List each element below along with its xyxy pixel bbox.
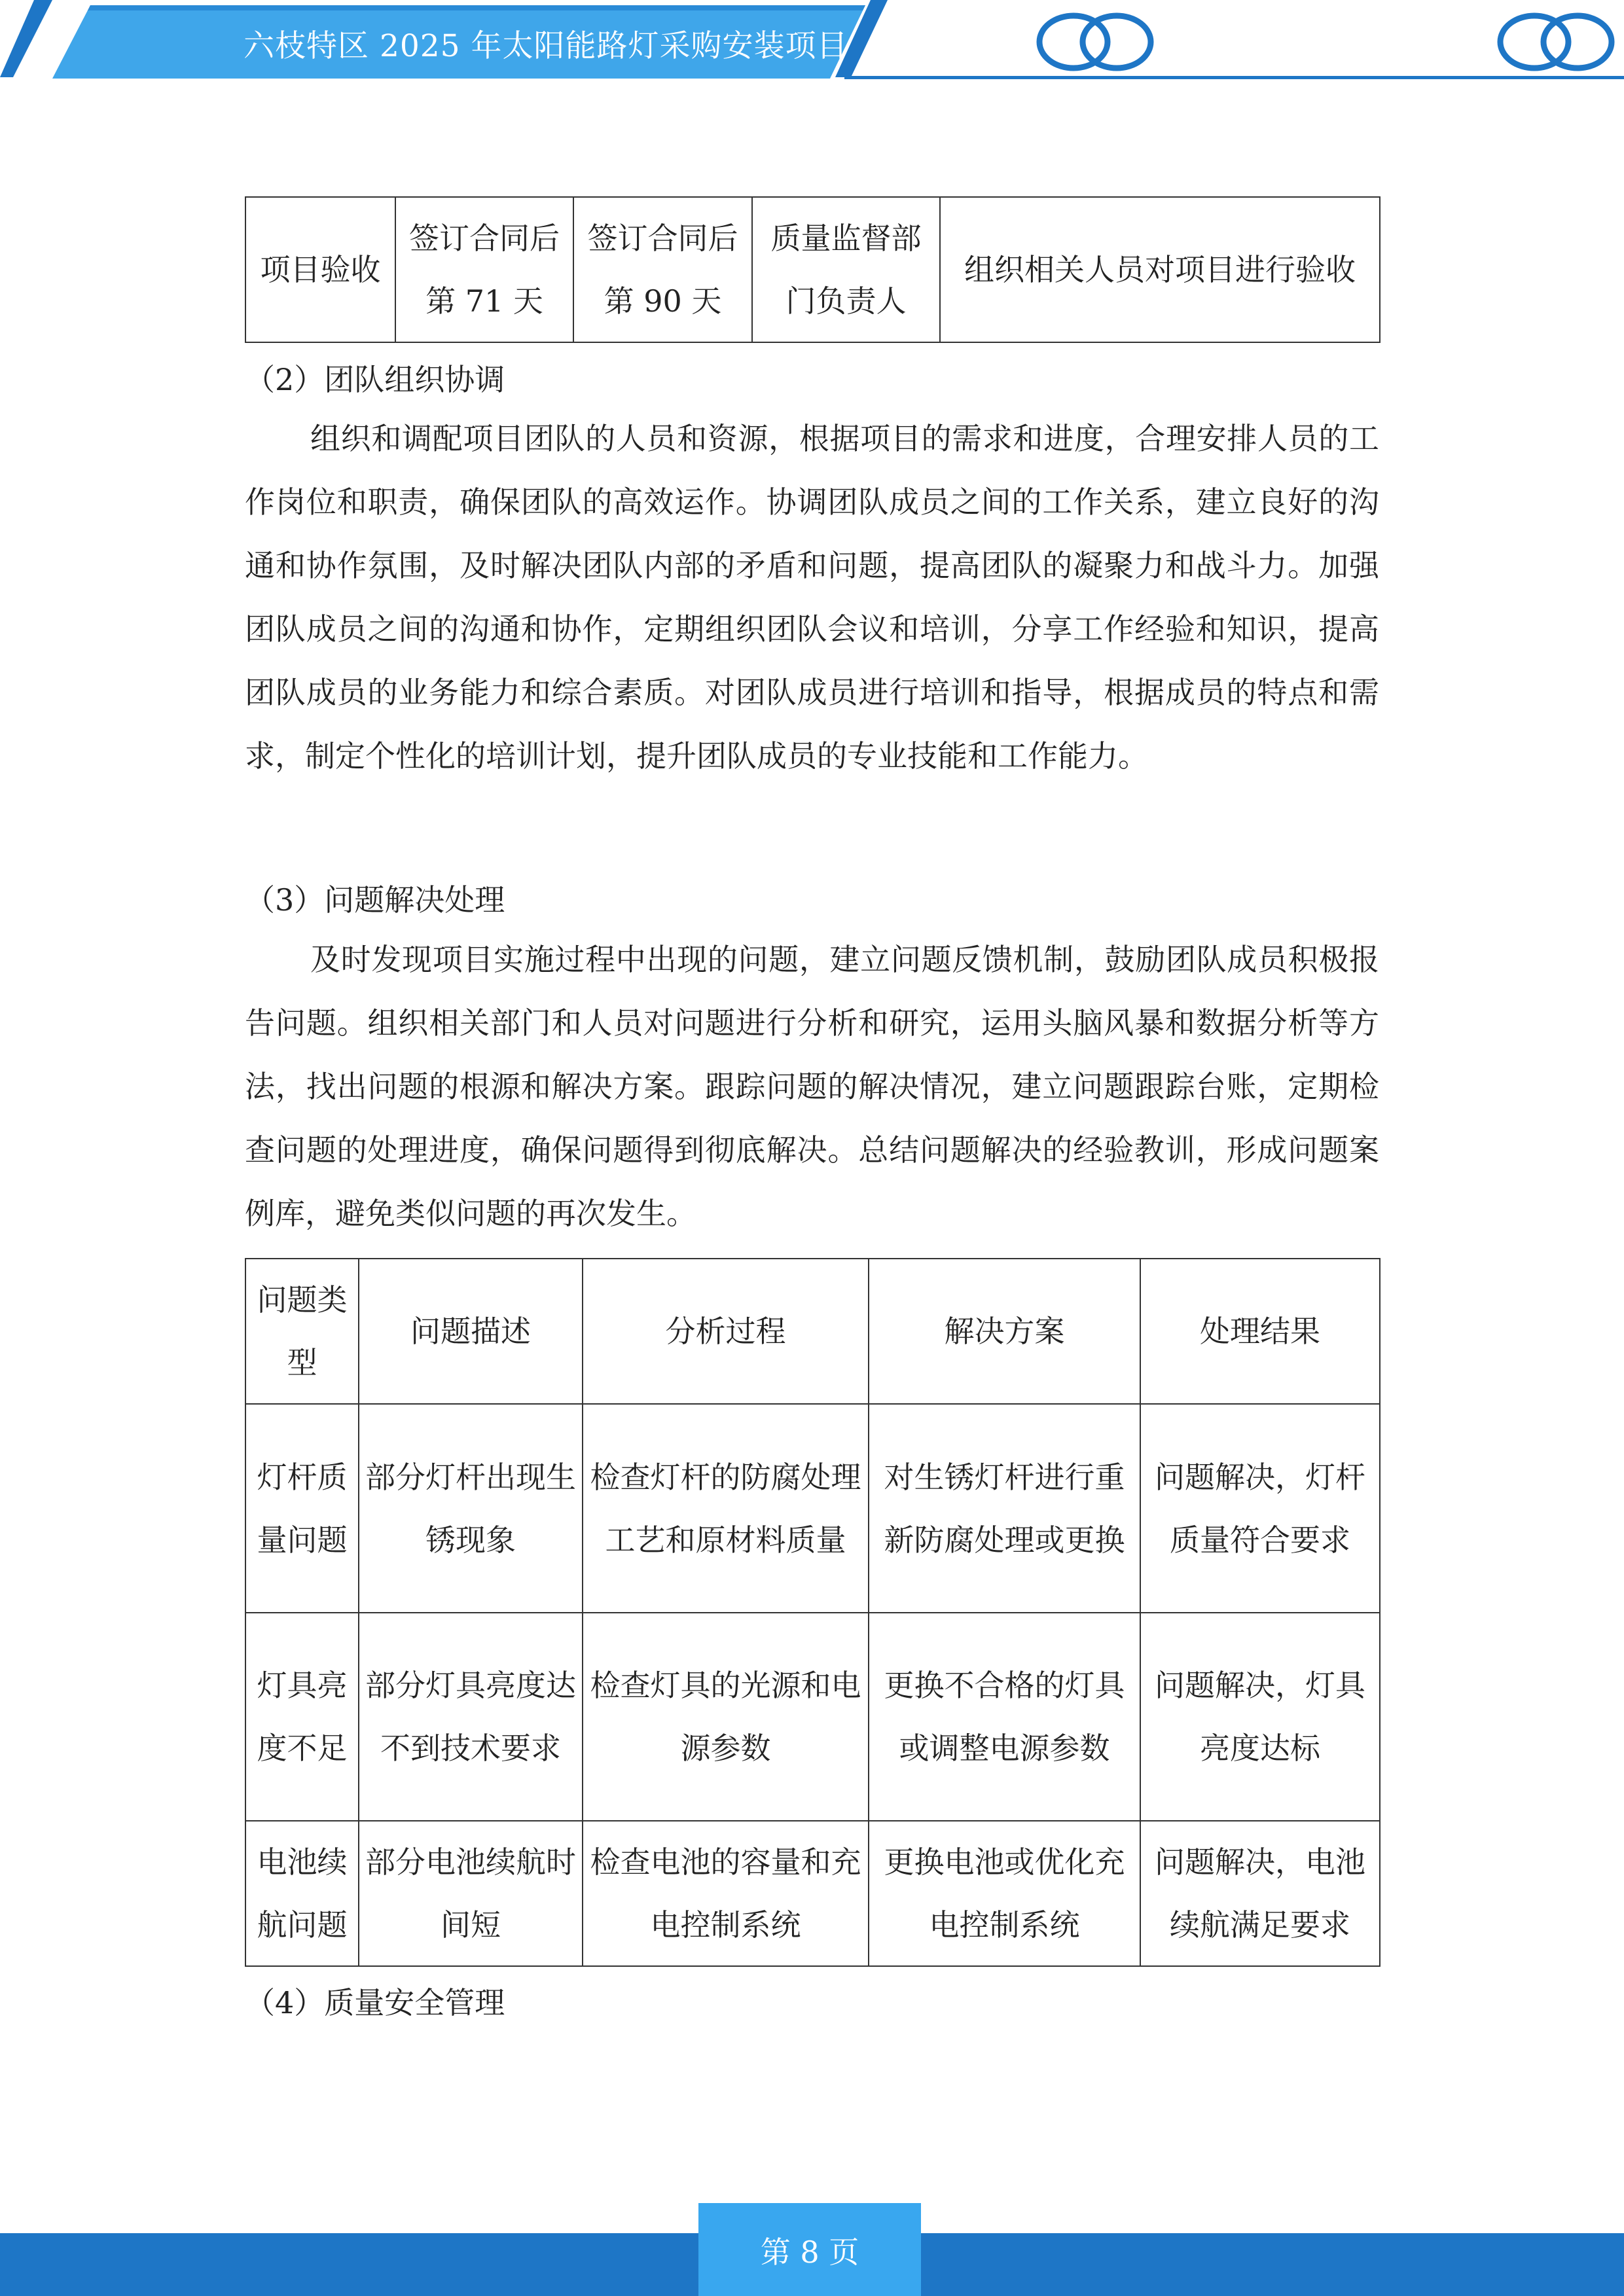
table-cell: 更换不合格的灯具或调整电源参数 bbox=[869, 1613, 1140, 1821]
table-cell: 组织相关人员对项目进行验收 bbox=[940, 197, 1380, 342]
double-ring-logo-icon bbox=[1494, 9, 1618, 75]
table-header-cell: 问题描述 bbox=[359, 1259, 583, 1404]
table-row bbox=[245, 1613, 1380, 1821]
table-cell: 部分灯杆出现生锈现象 bbox=[359, 1404, 583, 1613]
schedule-table bbox=[245, 196, 1380, 343]
table-header-cell: 分析过程 bbox=[583, 1259, 869, 1404]
table-cell: 部分电池续航时间短 bbox=[359, 1821, 583, 1966]
paragraph-team: 组织和调配项目团队的人员和资源，根据项目的需求和进度，合理安排人员的工作岗位和职责，确保团队的高效运作。协调团队成员之间的工作关系，建立良好的沟通和协作氛围，及时解决团队内部的矛盾和问题，提高团队的凝聚力和战斗力。加强团队成员之间的沟通和协作，定期组织团队会议和培训，分享工作经验和知识，提高团队成员的业务能力和综合素质。对团队成员进行培训和指导，根据成员的特点和需求，制定个性化的培训计划，提升团队成员的专业技能和工作能力。 bbox=[245, 421, 1379, 774]
table-cell: 问题解决，灯具亮度达标 bbox=[1140, 1613, 1380, 1821]
section-heading-problems: （3）问题解决处理 bbox=[245, 882, 505, 918]
table-header-cell: 处理结果 bbox=[1140, 1259, 1380, 1404]
table-cell: 检查灯具的光源和电源参数 bbox=[583, 1613, 869, 1821]
table-cell: 项目验收 bbox=[245, 197, 395, 342]
section-heading-quality: （4）质量安全管理 bbox=[245, 1985, 505, 2020]
table-cell: 签订合同后第 71 天 bbox=[395, 197, 573, 342]
problem-table bbox=[245, 1258, 1380, 1967]
table-header-cell: 问题类型 bbox=[245, 1259, 359, 1404]
table-cell: 检查电池的容量和充电控制系统 bbox=[583, 1821, 869, 1966]
table-cell: 问题解决，灯杆质量符合要求 bbox=[1140, 1404, 1380, 1613]
section-heading-team: （2）团队组织协调 bbox=[245, 362, 505, 397]
table-cell: 签订合同后第 90 天 bbox=[573, 197, 752, 342]
table-header-row bbox=[245, 1259, 1380, 1404]
table-cell: 对生锈灯杆进行重新防腐处理或更换 bbox=[869, 1404, 1140, 1613]
table-cell: 问题解决，电池续航满足要求 bbox=[1140, 1821, 1380, 1966]
table-header-cell: 解决方案 bbox=[869, 1259, 1140, 1404]
table-cell: 灯具亮度不足 bbox=[245, 1613, 359, 1821]
table-cell: 检查灯杆的防腐处理工艺和原材料质量 bbox=[583, 1404, 869, 1613]
table-row bbox=[245, 1821, 1380, 1966]
paragraph-problems: 及时发现项目实施过程中出现的问题，建立问题反馈机制，鼓励团队成员积极报告问题。组织相关部门和人员对问题进行分析和研究，运用头脑风暴和数据分析等方法，找出问题的根源和解决方案。跟踪问题的解决情况，建立问题跟踪台账，定期检查问题的处理进度，确保问题得到彻底解决。总结问题解决的经验教训，形成问题案例库，避免类似问题的再次发生。 bbox=[245, 942, 1379, 1231]
table-cell: 电池续航问题 bbox=[245, 1821, 359, 1966]
header-title: 六枝特区 2025 年太阳能路灯采购安装项目 bbox=[244, 28, 848, 64]
table-cell: 灯杆质量问题 bbox=[245, 1404, 359, 1613]
page-number: 第 8 页 bbox=[760, 2234, 859, 2270]
table-row bbox=[245, 1404, 1380, 1613]
double-ring-logo-icon bbox=[1033, 9, 1157, 75]
page-header bbox=[0, 0, 1624, 85]
table-cell: 质量监督部门负责人 bbox=[752, 197, 940, 342]
table-row bbox=[245, 197, 1380, 342]
table-cell: 更换电池或优化充电控制系统 bbox=[869, 1821, 1140, 1966]
table-cell: 部分灯具亮度达不到技术要求 bbox=[359, 1613, 583, 1821]
